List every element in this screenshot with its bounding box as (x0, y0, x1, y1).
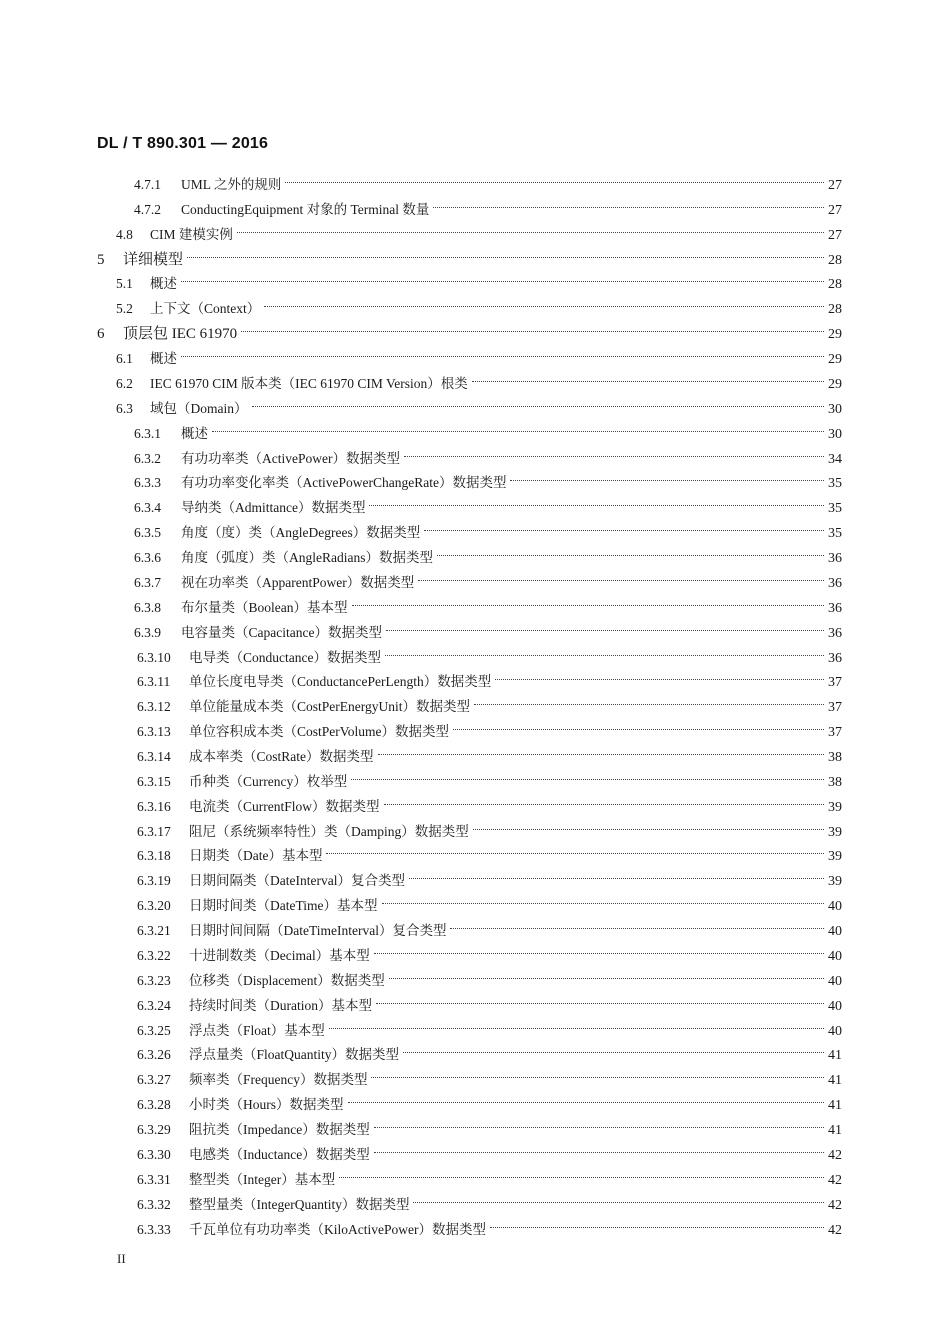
toc-entry-title: 十进制数类（Decimal）基本型 (189, 947, 370, 963)
toc-dot-leader (407, 863, 826, 885)
toc-dot-leader (346, 1087, 827, 1109)
toc-entry-title: 整型量类（IntegerQuantity）数据类型 (189, 1196, 410, 1212)
toc-entry-page: 29 (828, 352, 842, 368)
toc-dot-leader (372, 938, 826, 960)
toc-dot-leader (401, 1037, 826, 1059)
toc-entry-page: 36 (828, 551, 842, 567)
toc-entry-page: 29 (828, 376, 842, 392)
toc-entry[interactable] (134, 590, 842, 616)
toc-entry-number: 6.3.13 (137, 724, 171, 740)
toc-entry[interactable] (137, 739, 842, 765)
toc-dot-leader (235, 217, 826, 239)
toc-entry[interactable] (137, 838, 842, 865)
toc-entry-page: 40 (828, 899, 842, 915)
toc-entry[interactable] (137, 664, 842, 691)
toc-entry-page: 40 (828, 973, 842, 989)
toc-entry-number: 5.1 (116, 276, 133, 292)
toc-entry[interactable] (134, 540, 842, 567)
toc-entry[interactable] (137, 913, 842, 940)
toc-entry[interactable] (134, 515, 842, 542)
toc-entry-page: 29 (828, 327, 842, 343)
toc-entry-page: 38 (828, 774, 842, 790)
toc-dot-leader (470, 366, 826, 388)
toc-dot-leader (411, 1187, 826, 1209)
toc-dot-leader (369, 1062, 826, 1084)
toc-entry-page: 36 (828, 600, 842, 616)
toc-entry-title: 单位长度电导类（ConductancePerLength）数据类型 (189, 674, 492, 690)
toc-entry-number: 6.3.12 (137, 699, 171, 715)
toc-entry-number: 6.3.33 (137, 1221, 171, 1237)
toc-entry-page: 40 (828, 924, 842, 940)
toc-entry-title: 概述 (150, 351, 177, 367)
toc-entry-page: 42 (828, 1197, 842, 1213)
toc-entry-title: 电导类（Conductance）数据类型 (189, 649, 381, 665)
toc-entry[interactable] (137, 938, 842, 964)
toc-entry-number: 6.3.6 (134, 550, 161, 566)
toc-dot-leader (383, 640, 826, 662)
page-number: II (117, 1251, 126, 1266)
toc-entry-title: 成本率类（CostRate）数据类型 (189, 749, 374, 764)
toc-dot-leader (416, 565, 826, 587)
toc-entry-number: 6.3.22 (137, 947, 171, 963)
toc-entry[interactable] (134, 565, 842, 591)
toc-entry-number: 4.7.2 (134, 201, 161, 217)
toc-entry-number: 6.3.7 (134, 574, 161, 590)
toc-entry-page: 37 (828, 725, 842, 741)
toc-entry[interactable] (137, 1212, 842, 1238)
toc-dot-leader (488, 1212, 826, 1234)
toc-entry-page: 40 (828, 1023, 842, 1039)
toc-dot-leader (179, 266, 826, 288)
toc-entry-title: 单位容积成本类（CostPerVolume）数据类型 (189, 724, 450, 740)
toc-entry-page: 27 (828, 202, 842, 218)
toc-entry[interactable] (137, 888, 842, 915)
toc-entry[interactable] (134, 192, 842, 218)
toc-entry[interactable] (137, 814, 842, 840)
toc-dot-leader (372, 1112, 826, 1134)
toc-entry-number: 6.3.14 (137, 749, 171, 764)
toc-entry-title: 概述 (181, 425, 208, 441)
toc-entry[interactable] (137, 1037, 842, 1064)
toc-entry-page: 42 (828, 1172, 842, 1188)
toc-dot-leader (451, 714, 826, 736)
toc-dot-leader (376, 739, 827, 761)
toc-entry-number: 6.3.17 (137, 823, 171, 839)
toc-entry[interactable] (137, 764, 842, 790)
toc-entry[interactable] (137, 1087, 842, 1114)
toc-entry[interactable] (137, 1162, 842, 1188)
toc-entry-number: 6.2 (116, 375, 133, 391)
toc-entry[interactable] (116, 291, 842, 318)
toc-dot-leader (402, 441, 826, 463)
toc-entry-title: 浮点类（Float）基本型 (189, 1022, 325, 1038)
toc-entry-title: 域包（Domain） (150, 400, 248, 416)
toc-entry[interactable] (137, 1137, 842, 1163)
toc-entry-page: 34 (828, 451, 842, 467)
toc-entry-page: 35 (828, 526, 842, 542)
toc-dot-leader (337, 1162, 826, 1184)
toc-entry-page: 41 (828, 1098, 842, 1114)
toc-entry-page: 36 (828, 650, 842, 666)
toc-entry-number: 6.3.21 (137, 923, 171, 939)
toc-entry-page: 36 (828, 625, 842, 641)
toc-entry[interactable] (137, 988, 842, 1014)
toc-entry-title: 频率类（Frequency）数据类型 (189, 1072, 368, 1088)
toc-entry-page: 38 (828, 750, 842, 765)
toc-entry-page: 39 (828, 849, 842, 865)
toc-entry-page: 28 (828, 252, 842, 268)
toc-entry-number: 6.3.4 (134, 500, 161, 516)
toc-dot-leader (380, 888, 827, 910)
toc-dot-leader (179, 341, 826, 363)
toc-entry[interactable] (134, 441, 842, 467)
toc-entry-number: 6.3.25 (137, 1022, 171, 1038)
toc-dot-leader (493, 664, 826, 686)
toc-entry-page: 40 (828, 998, 842, 1014)
toc-entry[interactable] (137, 1112, 842, 1139)
toc-entry[interactable] (116, 217, 842, 243)
toc-entry-title: CIM 建模实例 (150, 226, 233, 242)
toc-entry-title: 有功功率类（ActivePower）数据类型 (181, 450, 400, 466)
toc-entry-page: 28 (828, 302, 842, 318)
toc-entry[interactable] (137, 1187, 842, 1213)
toc-dot-leader (508, 465, 826, 487)
toc-dot-leader (422, 515, 826, 537)
toc-entry-title: 电容量类（Capacitance）数据类型 (181, 624, 382, 640)
toc-entry-number: 4.7.1 (134, 177, 161, 192)
toc-entry-number: 6.3.1 (134, 425, 161, 441)
toc-entry-number: 6.1 (116, 351, 133, 367)
toc-entry[interactable] (134, 416, 842, 442)
toc-entry-number: 6.3.10 (137, 649, 171, 665)
toc-entry-page: 42 (828, 1147, 842, 1163)
toc-entry-title: 有功功率变化率类（ActivePowerChangeRate）数据类型 (181, 475, 507, 491)
toc-entry-number: 6.3.3 (134, 475, 161, 491)
toc-entry[interactable] (134, 167, 842, 193)
toc-entry-title: 上下文（Context） (150, 301, 261, 317)
toc-entry[interactable] (116, 366, 842, 392)
toc-entry[interactable] (134, 615, 842, 641)
standard-code-header: DL / T 890.301 — 2016 (97, 135, 269, 152)
toc-entry-number: 6.3 (116, 400, 133, 416)
toc-dot-leader (350, 590, 827, 612)
toc-entry-number: 6.3.29 (137, 1122, 171, 1138)
toc-dot-leader (367, 490, 826, 512)
toc-entry-page: 35 (828, 501, 842, 517)
toc-entry-title: 顶层包 IEC 61970 (123, 326, 238, 343)
toc-entry-page: 27 (828, 178, 842, 193)
toc-entry-number: 6.3.16 (137, 798, 171, 814)
toc-entry-title: 详细模型 (123, 251, 184, 268)
toc-entry-page: 37 (828, 700, 842, 716)
toc-entry-title: 单位能量成本类（CostPerEnergyUnit）数据类型 (189, 699, 470, 715)
toc-entry-title: ConductingEquipment 对象的 Terminal 数量 (181, 201, 430, 217)
toc-entry-title: 日期时间间隔（DateTimeInterval）复合类型 (189, 923, 447, 939)
toc-entry-number: 6.3.8 (134, 599, 161, 615)
toc-entry-number: 6.3.18 (137, 848, 171, 864)
toc-entry[interactable] (137, 863, 842, 890)
toc-entry-title: 千瓦单位有功功率类（KiloActivePower）数据类型 (189, 1221, 486, 1237)
toc-entry-number: 6.3.9 (134, 624, 161, 640)
toc-entry-page: 28 (828, 277, 842, 293)
toc-entry-number: 6.3.15 (137, 773, 171, 789)
toc-dot-leader (349, 764, 826, 786)
toc-entry-page: 39 (828, 874, 842, 890)
toc-entry[interactable] (97, 316, 842, 343)
toc-entry-number: 5 (97, 251, 105, 268)
toc-dot-leader (239, 316, 826, 338)
toc-entry-number: 6.3.27 (137, 1072, 171, 1088)
toc-entry-number: 6.3.28 (137, 1097, 171, 1113)
toc-entry-title: 电流类（CurrentFlow）数据类型 (189, 798, 380, 814)
toc-entry[interactable] (137, 1013, 842, 1039)
toc-entry-page: 36 (828, 575, 842, 591)
toc-entry-number: 6.3.24 (137, 997, 171, 1013)
toc-entry-title: IEC 61970 CIM 版本类（IEC 61970 CIM Version）根类 (150, 375, 468, 391)
toc-dot-leader (435, 540, 826, 562)
toc-dot-leader (448, 913, 826, 935)
toc-dot-leader (384, 615, 826, 637)
toc-dot-leader (283, 167, 826, 189)
toc-entry-title: 日期类（Date）基本型 (189, 848, 323, 864)
toc-entry-number: 6.3.31 (137, 1171, 171, 1187)
toc-entry-page: 41 (828, 1123, 842, 1139)
toc-entry-number: 6.3.2 (134, 450, 161, 466)
toc-entry-page: 37 (828, 675, 842, 691)
toc-entry-title: UML 之外的规则 (181, 177, 282, 192)
toc-dot-leader (327, 1013, 826, 1035)
toc-entry[interactable] (116, 266, 842, 293)
toc-entry[interactable] (137, 789, 842, 815)
toc-entry-title: 阻抗类（Impedance）数据类型 (189, 1122, 370, 1138)
toc-dot-leader (185, 242, 826, 264)
toc-entry-page: 41 (828, 1073, 842, 1089)
toc-entry-title: 日期时间类（DateTime）基本型 (189, 898, 378, 914)
toc-entry[interactable] (137, 689, 842, 716)
toc-entry-title: 币种类（Currency）枚举型 (189, 773, 348, 789)
toc-entry-page: 30 (828, 426, 842, 442)
toc-entry[interactable] (137, 1062, 842, 1089)
toc-entry[interactable] (137, 640, 842, 666)
toc-dot-leader (210, 416, 826, 438)
toc-dot-leader (250, 391, 827, 413)
toc-entry-number: 6.3.5 (134, 525, 161, 541)
toc-entry-page: 39 (828, 799, 842, 815)
toc-entry-title: 持续时间类（Duration）基本型 (189, 997, 372, 1013)
toc-entry[interactable] (116, 341, 842, 368)
toc-entry-title: 日期间隔类（DateInterval）复合类型 (189, 873, 405, 889)
toc-entry-number: 6.3.23 (137, 972, 171, 988)
toc-entry-number: 6.3.20 (137, 898, 171, 914)
toc-dot-leader (431, 192, 826, 214)
toc-entry-title: 位移类（Displacement）数据类型 (189, 972, 385, 988)
toc-entry-number: 6.3.19 (137, 873, 171, 889)
toc-entry-title: 浮点量类（FloatQuantity）数据类型 (189, 1047, 399, 1063)
toc-entry-title: 小时类（Hours）数据类型 (189, 1097, 344, 1113)
toc-entry-number: 6.3.26 (137, 1047, 171, 1063)
toc-entry-number: 4.8 (116, 226, 133, 242)
toc-entry[interactable] (137, 963, 842, 989)
toc-entry-number: 6.3.32 (137, 1196, 171, 1212)
toc-dot-leader (374, 988, 826, 1010)
toc-entry-number: 6.3.11 (137, 674, 171, 690)
toc-entry-title: 布尔量类（Boolean）基本型 (181, 599, 348, 615)
toc-entry-page: 39 (828, 824, 842, 840)
toc-entry-title: 视在功率类（ApparentPower）数据类型 (181, 574, 415, 590)
toc-dot-leader (382, 789, 827, 811)
toc-entry-page: 27 (828, 227, 842, 243)
toc-entry-title: 导纳类（Admittance）数据类型 (181, 500, 366, 516)
toc-entry-page: 42 (828, 1222, 842, 1238)
toc-entry-number: 5.2 (116, 301, 133, 317)
toc-entry[interactable] (116, 391, 842, 417)
toc-entry-page: 41 (828, 1048, 842, 1064)
toc-dot-leader (471, 814, 826, 836)
toc-entry-page: 35 (828, 476, 842, 492)
toc-dot-leader (372, 1137, 826, 1159)
toc-entry[interactable] (134, 490, 842, 517)
toc-dot-leader (387, 963, 826, 985)
toc-entry[interactable] (137, 714, 842, 741)
toc-entry-number: 6 (97, 326, 105, 343)
toc-entry-page: 30 (828, 401, 842, 417)
toc-entry-title: 电感类（Inductance）数据类型 (189, 1146, 370, 1162)
toc-dot-leader (472, 689, 826, 711)
toc-dot-leader (324, 838, 826, 860)
toc-entry-title: 阻尼（系统频率特性）类（Damping）数据类型 (189, 823, 469, 839)
toc-entry[interactable] (134, 465, 842, 492)
toc-entry-title: 角度（弧度）类（AngleRadians）数据类型 (181, 550, 433, 566)
toc-entry-page: 40 (828, 948, 842, 964)
toc-entry-title: 角度（度）类（AngleDegrees）数据类型 (181, 525, 421, 541)
toc-dot-leader (262, 291, 826, 313)
toc-entry[interactable] (97, 242, 842, 268)
toc-entry-title: 整型类（Integer）基本型 (189, 1171, 336, 1187)
toc-entry-number: 6.3.30 (137, 1146, 171, 1162)
toc-entry-title: 概述 (150, 276, 177, 292)
